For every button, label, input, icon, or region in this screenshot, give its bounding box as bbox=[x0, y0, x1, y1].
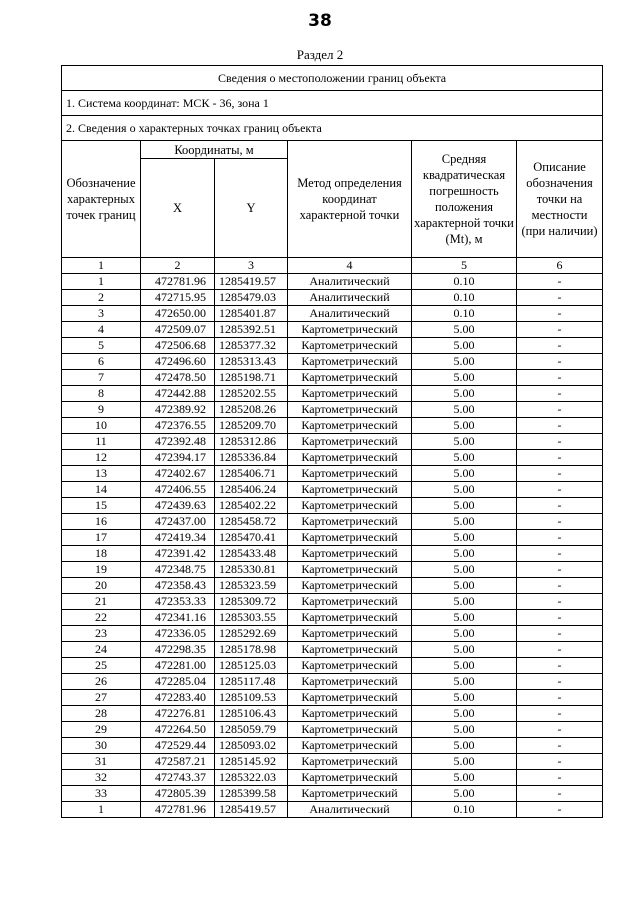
description: - bbox=[517, 770, 603, 786]
coord-y: 1285117.48 bbox=[215, 674, 288, 690]
table-row bbox=[62, 802, 603, 818]
table-row bbox=[62, 754, 603, 770]
coord-y: 1285479.03 bbox=[215, 290, 288, 306]
mean-error: 5.00 bbox=[412, 466, 517, 482]
description: - bbox=[517, 434, 603, 450]
method: Картометрический bbox=[288, 738, 412, 754]
method: Картометрический bbox=[288, 402, 412, 418]
mean-error: 5.00 bbox=[412, 674, 517, 690]
mean-error: 5.00 bbox=[412, 418, 517, 434]
coord-x: 472402.67 bbox=[141, 466, 215, 482]
method: Картометрический bbox=[288, 418, 412, 434]
mean-error: 5.00 bbox=[412, 386, 517, 402]
coord-x: 472781.96 bbox=[141, 274, 215, 290]
table-row bbox=[62, 450, 603, 466]
description: - bbox=[517, 466, 603, 482]
description: - bbox=[517, 658, 603, 674]
point-id: 8 bbox=[62, 386, 141, 402]
method: Картометрический bbox=[288, 386, 412, 402]
coord-x: 472529.44 bbox=[141, 738, 215, 754]
coord-y: 1285059.79 bbox=[215, 722, 288, 738]
method: Картометрический bbox=[288, 706, 412, 722]
header-description: Описание обозначения точки на местности (при наличии) bbox=[517, 141, 603, 258]
column-number: 1 bbox=[62, 258, 141, 274]
mean-error: 5.00 bbox=[412, 370, 517, 386]
point-id: 31 bbox=[62, 754, 141, 770]
table-row bbox=[62, 338, 603, 354]
coord-x: 472392.48 bbox=[141, 434, 215, 450]
table-row bbox=[62, 642, 603, 658]
point-id: 25 bbox=[62, 658, 141, 674]
mean-error: 5.00 bbox=[412, 738, 517, 754]
table-row bbox=[62, 322, 603, 338]
mean-error: 5.00 bbox=[412, 338, 517, 354]
method: Картометрический bbox=[288, 466, 412, 482]
coord-y: 1285093.02 bbox=[215, 738, 288, 754]
description: - bbox=[517, 322, 603, 338]
description: - bbox=[517, 402, 603, 418]
point-id: 32 bbox=[62, 770, 141, 786]
table-row bbox=[62, 658, 603, 674]
description: - bbox=[517, 626, 603, 642]
description: - bbox=[517, 306, 603, 322]
point-id: 9 bbox=[62, 402, 141, 418]
table-row bbox=[62, 386, 603, 402]
coord-y: 1285208.26 bbox=[215, 402, 288, 418]
mean-error: 5.00 bbox=[412, 498, 517, 514]
table-row bbox=[62, 770, 603, 786]
point-id: 19 bbox=[62, 562, 141, 578]
method: Картометрический bbox=[288, 322, 412, 338]
mean-error: 5.00 bbox=[412, 610, 517, 626]
coord-y: 1285392.51 bbox=[215, 322, 288, 338]
point-id: 13 bbox=[62, 466, 141, 482]
mean-error: 5.00 bbox=[412, 722, 517, 738]
point-id: 1 bbox=[62, 802, 141, 818]
coord-x: 472419.34 bbox=[141, 530, 215, 546]
coord-y: 1285125.03 bbox=[215, 658, 288, 674]
header-error: Средняя квадратическая погрешность положения характерной точки (Mt), м bbox=[412, 141, 517, 258]
description: - bbox=[517, 338, 603, 354]
coord-y: 1285419.57 bbox=[215, 802, 288, 818]
column-number: 6 bbox=[517, 258, 603, 274]
mean-error: 5.00 bbox=[412, 706, 517, 722]
coord-x: 472506.68 bbox=[141, 338, 215, 354]
point-id: 18 bbox=[62, 546, 141, 562]
coord-y: 1285406.71 bbox=[215, 466, 288, 482]
description: - bbox=[517, 274, 603, 290]
point-id: 26 bbox=[62, 674, 141, 690]
description: - bbox=[517, 418, 603, 434]
coord-y: 1285399.58 bbox=[215, 786, 288, 802]
table-row bbox=[62, 370, 603, 386]
table-row bbox=[62, 786, 603, 802]
mean-error: 5.00 bbox=[412, 626, 517, 642]
coord-y: 1285336.84 bbox=[215, 450, 288, 466]
method: Картометрический bbox=[288, 338, 412, 354]
table-row bbox=[62, 626, 603, 642]
coord-x: 472743.37 bbox=[141, 770, 215, 786]
method: Картометрический bbox=[288, 514, 412, 530]
point-id: 4 bbox=[62, 322, 141, 338]
table-body bbox=[62, 258, 603, 818]
coord-x: 472442.88 bbox=[141, 386, 215, 402]
header-method: Метод определения координат характерной точки bbox=[288, 141, 412, 258]
coord-y: 1285202.55 bbox=[215, 386, 288, 402]
coord-y: 1285433.48 bbox=[215, 546, 288, 562]
description: - bbox=[517, 802, 603, 818]
table-row bbox=[62, 306, 603, 322]
point-id: 30 bbox=[62, 738, 141, 754]
coord-y: 1285322.03 bbox=[215, 770, 288, 786]
mean-error: 5.00 bbox=[412, 354, 517, 370]
table-row bbox=[62, 706, 603, 722]
point-id: 14 bbox=[62, 482, 141, 498]
method: Картометрический bbox=[288, 594, 412, 610]
mean-error: 5.00 bbox=[412, 754, 517, 770]
point-id: 1 bbox=[62, 274, 141, 290]
mean-error: 5.00 bbox=[412, 530, 517, 546]
coord-x: 472439.63 bbox=[141, 498, 215, 514]
column-number: 2 bbox=[141, 258, 215, 274]
mean-error: 5.00 bbox=[412, 578, 517, 594]
coord-x: 472587.21 bbox=[141, 754, 215, 770]
coord-x: 472478.50 bbox=[141, 370, 215, 386]
coord-y: 1285106.43 bbox=[215, 706, 288, 722]
mean-error: 0.10 bbox=[412, 306, 517, 322]
method: Картометрический bbox=[288, 546, 412, 562]
description: - bbox=[517, 482, 603, 498]
method: Картометрический bbox=[288, 498, 412, 514]
table-row bbox=[62, 738, 603, 754]
description: - bbox=[517, 546, 603, 562]
coord-x: 472341.16 bbox=[141, 610, 215, 626]
coord-y: 1285377.32 bbox=[215, 338, 288, 354]
coord-x: 472805.39 bbox=[141, 786, 215, 802]
method: Картометрический bbox=[288, 770, 412, 786]
table-row bbox=[62, 610, 603, 626]
mean-error: 5.00 bbox=[412, 514, 517, 530]
table-row bbox=[62, 514, 603, 530]
point-id: 17 bbox=[62, 530, 141, 546]
coord-y: 1285309.72 bbox=[215, 594, 288, 610]
table-row bbox=[62, 274, 603, 290]
description: - bbox=[517, 610, 603, 626]
header-designation: Обозначение характерных точек границ bbox=[62, 141, 141, 258]
point-id: 24 bbox=[62, 642, 141, 658]
coord-y: 1285145.92 bbox=[215, 754, 288, 770]
coord-x: 472264.50 bbox=[141, 722, 215, 738]
description: - bbox=[517, 450, 603, 466]
method: Картометрический bbox=[288, 434, 412, 450]
point-id: 3 bbox=[62, 306, 141, 322]
description: - bbox=[517, 562, 603, 578]
mean-error: 5.00 bbox=[412, 402, 517, 418]
point-id: 20 bbox=[62, 578, 141, 594]
table-row bbox=[62, 722, 603, 738]
mean-error: 5.00 bbox=[412, 658, 517, 674]
mean-error: 5.00 bbox=[412, 434, 517, 450]
header-x: X bbox=[141, 159, 215, 258]
coord-y: 1285401.87 bbox=[215, 306, 288, 322]
point-id: 28 bbox=[62, 706, 141, 722]
coord-x: 472781.96 bbox=[141, 802, 215, 818]
method: Картометрический bbox=[288, 482, 412, 498]
mean-error: 0.10 bbox=[412, 802, 517, 818]
mean-error: 5.00 bbox=[412, 642, 517, 658]
coord-x: 472353.33 bbox=[141, 594, 215, 610]
method: Картометрический bbox=[288, 450, 412, 466]
description: - bbox=[517, 354, 603, 370]
method: Картометрический bbox=[288, 354, 412, 370]
method: Картометрический bbox=[288, 530, 412, 546]
method: Аналитический bbox=[288, 802, 412, 818]
column-number: 5 bbox=[412, 258, 517, 274]
description: - bbox=[517, 530, 603, 546]
method: Картометрический bbox=[288, 658, 412, 674]
coord-y: 1285198.71 bbox=[215, 370, 288, 386]
coord-x: 472336.05 bbox=[141, 626, 215, 642]
coord-x: 472389.92 bbox=[141, 402, 215, 418]
method: Картометрический bbox=[288, 642, 412, 658]
coord-x: 472376.55 bbox=[141, 418, 215, 434]
coord-y: 1285419.57 bbox=[215, 274, 288, 290]
coord-y: 1285292.69 bbox=[215, 626, 288, 642]
column-number: 3 bbox=[215, 258, 288, 274]
method: Картометрический bbox=[288, 370, 412, 386]
point-id: 6 bbox=[62, 354, 141, 370]
description: - bbox=[517, 738, 603, 754]
column-numbers-row bbox=[62, 258, 603, 274]
point-id: 16 bbox=[62, 514, 141, 530]
method: Картометрический bbox=[288, 626, 412, 642]
coord-x: 472496.60 bbox=[141, 354, 215, 370]
point-id: 7 bbox=[62, 370, 141, 386]
mean-error: 5.00 bbox=[412, 770, 517, 786]
coord-x: 472281.00 bbox=[141, 658, 215, 674]
table-row bbox=[62, 482, 603, 498]
coord-y: 1285323.59 bbox=[215, 578, 288, 594]
column-number: 4 bbox=[288, 258, 412, 274]
point-id: 10 bbox=[62, 418, 141, 434]
point-id: 12 bbox=[62, 450, 141, 466]
table-row bbox=[62, 674, 603, 690]
coord-x: 472650.00 bbox=[141, 306, 215, 322]
point-id: 2 bbox=[62, 290, 141, 306]
coord-x: 472406.55 bbox=[141, 482, 215, 498]
description: - bbox=[517, 290, 603, 306]
coordinate-system: 1. Система координат: МСК - 36, зона 1 bbox=[62, 91, 603, 116]
table-title: Сведения о местоположении границ объекта bbox=[62, 66, 603, 91]
coord-y: 1285406.24 bbox=[215, 482, 288, 498]
table-row bbox=[62, 546, 603, 562]
page-number: 38 bbox=[308, 11, 332, 31]
header-coordinates: Координаты, м bbox=[141, 141, 288, 159]
method: Картометрический bbox=[288, 754, 412, 770]
mean-error: 5.00 bbox=[412, 562, 517, 578]
coord-y: 1285178.98 bbox=[215, 642, 288, 658]
point-id: 15 bbox=[62, 498, 141, 514]
section-label: Раздел 2 bbox=[296, 47, 344, 62]
point-id: 33 bbox=[62, 786, 141, 802]
point-id: 27 bbox=[62, 690, 141, 706]
coord-y: 1285458.72 bbox=[215, 514, 288, 530]
coord-y: 1285303.55 bbox=[215, 610, 288, 626]
coord-y: 1285313.43 bbox=[215, 354, 288, 370]
coord-y: 1285109.53 bbox=[215, 690, 288, 706]
table-row bbox=[62, 434, 603, 450]
table-row bbox=[62, 498, 603, 514]
mean-error: 0.10 bbox=[412, 274, 517, 290]
coord-x: 472391.42 bbox=[141, 546, 215, 562]
description: - bbox=[517, 514, 603, 530]
description: - bbox=[517, 722, 603, 738]
point-id: 21 bbox=[62, 594, 141, 610]
coord-y: 1285312.86 bbox=[215, 434, 288, 450]
coord-y: 1285330.81 bbox=[215, 562, 288, 578]
table-row bbox=[62, 466, 603, 482]
mean-error: 5.00 bbox=[412, 594, 517, 610]
method: Картометрический bbox=[288, 578, 412, 594]
table-row bbox=[62, 402, 603, 418]
boundary-points-table bbox=[61, 65, 603, 818]
method: Аналитический bbox=[288, 290, 412, 306]
description: - bbox=[517, 706, 603, 722]
point-id: 11 bbox=[62, 434, 141, 450]
coord-x: 472358.43 bbox=[141, 578, 215, 594]
description: - bbox=[517, 690, 603, 706]
mean-error: 5.00 bbox=[412, 450, 517, 466]
point-id: 23 bbox=[62, 626, 141, 642]
points-heading: 2. Сведения о характерных точках границ объекта bbox=[62, 116, 603, 141]
description: - bbox=[517, 674, 603, 690]
description: - bbox=[517, 754, 603, 770]
mean-error: 5.00 bbox=[412, 322, 517, 338]
mean-error: 5.00 bbox=[412, 690, 517, 706]
description: - bbox=[517, 370, 603, 386]
description: - bbox=[517, 786, 603, 802]
method: Картометрический bbox=[288, 690, 412, 706]
mean-error: 5.00 bbox=[412, 482, 517, 498]
coord-y: 1285209.70 bbox=[215, 418, 288, 434]
coord-x: 472509.07 bbox=[141, 322, 215, 338]
table-row bbox=[62, 290, 603, 306]
method: Картометрический bbox=[288, 786, 412, 802]
coord-x: 472715.95 bbox=[141, 290, 215, 306]
coord-x: 472437.00 bbox=[141, 514, 215, 530]
description: - bbox=[517, 578, 603, 594]
header-y: Y bbox=[215, 159, 288, 258]
mean-error: 5.00 bbox=[412, 786, 517, 802]
coord-y: 1285402.22 bbox=[215, 498, 288, 514]
method: Картометрический bbox=[288, 610, 412, 626]
description: - bbox=[517, 642, 603, 658]
coord-y: 1285470.41 bbox=[215, 530, 288, 546]
coord-x: 472276.81 bbox=[141, 706, 215, 722]
method: Аналитический bbox=[288, 274, 412, 290]
description: - bbox=[517, 594, 603, 610]
point-id: 29 bbox=[62, 722, 141, 738]
table-row bbox=[62, 418, 603, 434]
description: - bbox=[517, 386, 603, 402]
method: Картометрический bbox=[288, 562, 412, 578]
table-row bbox=[62, 578, 603, 594]
table-row bbox=[62, 690, 603, 706]
method: Картометрический bbox=[288, 674, 412, 690]
coord-x: 472298.35 bbox=[141, 642, 215, 658]
table-row bbox=[62, 562, 603, 578]
coord-x: 472394.17 bbox=[141, 450, 215, 466]
mean-error: 0.10 bbox=[412, 290, 517, 306]
table-row bbox=[62, 594, 603, 610]
coord-x: 472348.75 bbox=[141, 562, 215, 578]
coord-x: 472285.04 bbox=[141, 674, 215, 690]
method: Аналитический bbox=[288, 306, 412, 322]
table-row bbox=[62, 354, 603, 370]
description: - bbox=[517, 498, 603, 514]
coord-x: 472283.40 bbox=[141, 690, 215, 706]
point-id: 22 bbox=[62, 610, 141, 626]
point-id: 5 bbox=[62, 338, 141, 354]
table-row bbox=[62, 530, 603, 546]
mean-error: 5.00 bbox=[412, 546, 517, 562]
method: Картометрический bbox=[288, 722, 412, 738]
